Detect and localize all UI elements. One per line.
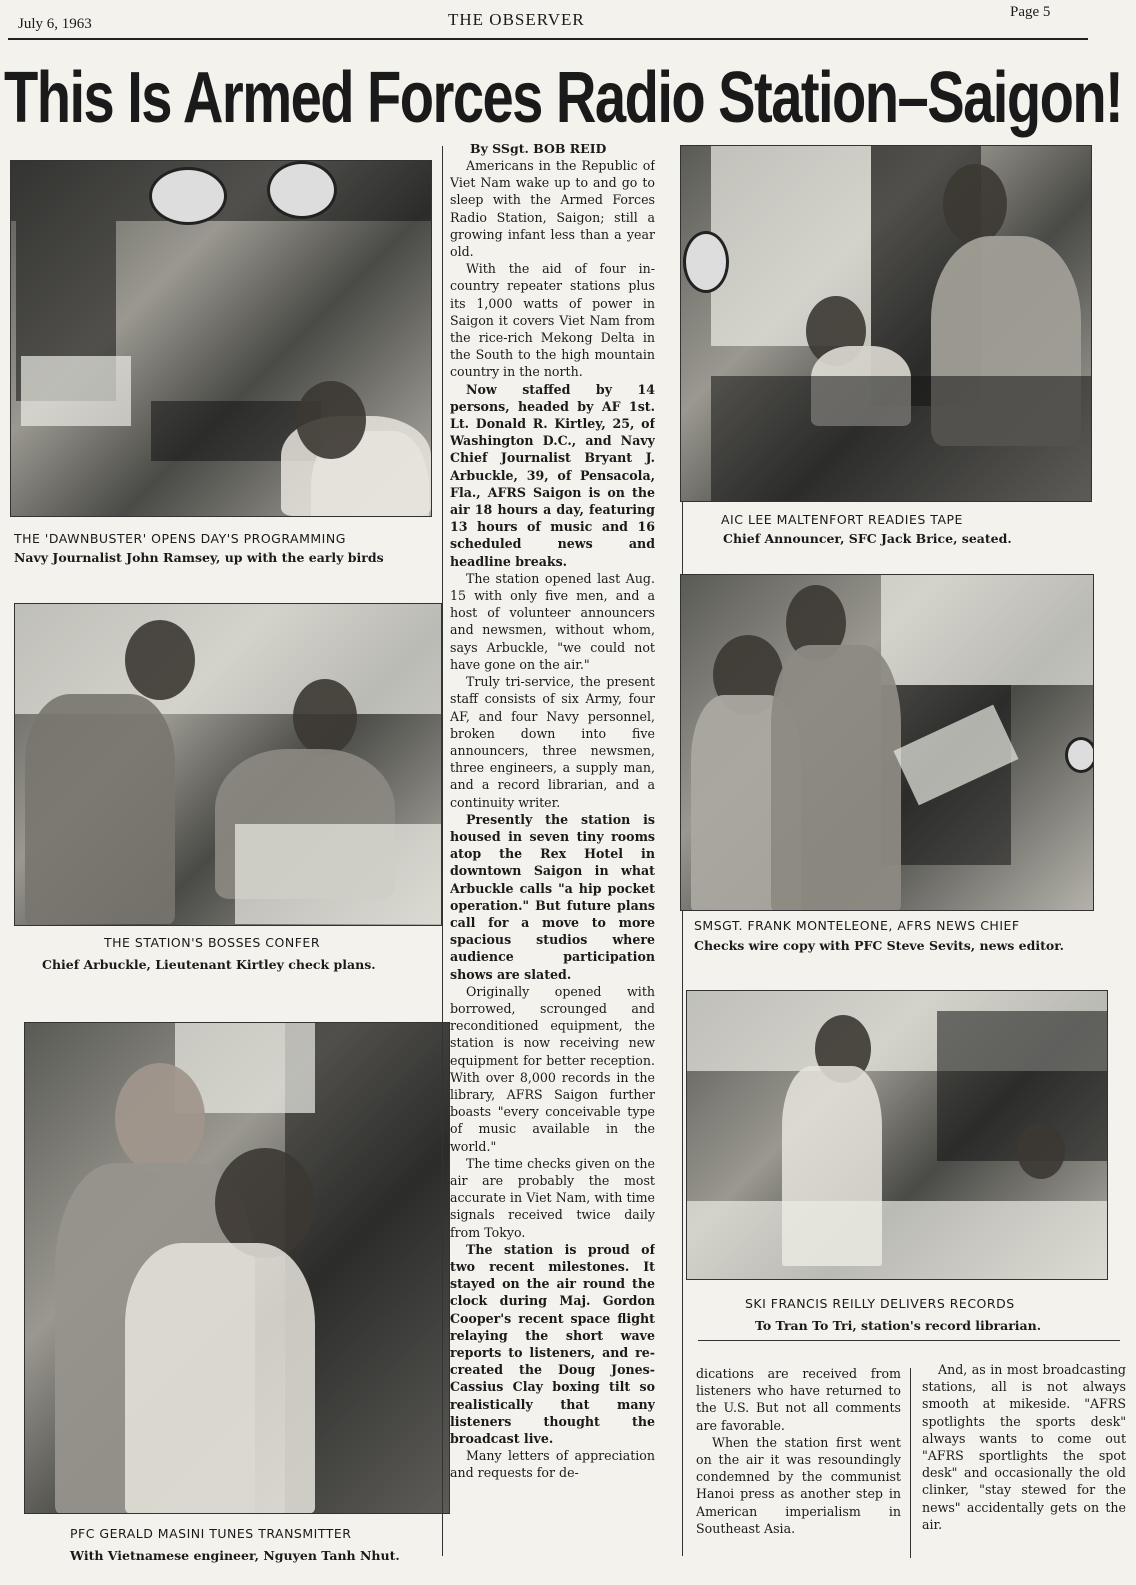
article-paragraph: Many letters of appreciation and requests for de-	[450, 1448, 655, 1481]
article-paragraph: The station is proud of two recent milestones. It stayed on the air round the clock during Maj. Gordon Cooper's recent space flight relaying the short wave reports to listeners, and re-created the Doug Jones-Cassius Clay boxing tilt so realistically that many listeners thought the broadcast live.	[450, 1241, 655, 1447]
article-paragraph: The time checks given on the air are probably the most accurate in Viet Nam, with time signals received twice daily from Tokyo.	[450, 1155, 655, 1240]
article-column-1	[450, 157, 655, 1561]
article-paragraph: Originally opened with borrowed, scrounged and reconditioned equipment, the station is now receiving new equipment for better reception. With over 8,000 records in the library, AFRS Saigon further boasts "every conceivable type of music available in the world."	[450, 983, 655, 1154]
caption-sub-3: With Vietnamese engineer, Nguyen Tanh Nhut.	[70, 1548, 400, 1563]
caption-sub-6: To Tran To Tri, station's record librarian.	[755, 1318, 1042, 1333]
article-paragraph: Truly tri-service, the present staff consists of six Army, four AF, and four Navy personnel, broken down into five announcers, three newsmen, three engineers, a supply man, and a record librarian, and a continuity writer.	[450, 674, 655, 810]
caption-title-5: SMSGT. FRANK MONTELEONE, AFRS NEWS CHIEF	[694, 918, 1020, 933]
column-rule-bottom	[910, 1368, 911, 1558]
article-paragraph: dications are received from listeners who have returned to the U.S. But not all comments are favorable.	[696, 1366, 901, 1433]
caption-sub-4: Chief Announcer, SFC Jack Brice, seated.	[723, 531, 1012, 546]
caption-title-1: THE 'DAWNBUSTER' OPENS DAY'S PROGRAMMING	[14, 531, 346, 546]
photo-masini-transmitter	[24, 1022, 450, 1514]
caption-sub-5: Checks wire copy with PFC Steve Sevits, news editor.	[694, 938, 1065, 953]
article-paragraph: When the station first went on the air it was resoundingly condemned by the communist Hanoi press as another step in American imperialism in Southeast Asia.	[696, 1434, 901, 1536]
column-rule-left	[442, 146, 443, 1556]
article-paragraph: And, as in most broadcasting stations, all is not always smooth at mikeside. "AFRS spotlights the sports desk" always wants to come out "AFRS sportlights the spot desk" and occasionally the old clinker, "stay stewed for the news" accidentally gets on the air.	[922, 1362, 1126, 1532]
page-number: Page 5	[1010, 4, 1051, 20]
article-column-2	[696, 1365, 901, 1565]
caption-title-4: AIC LEE MALTENFORT READIES TAPE	[721, 512, 963, 527]
caption-title-6: SKI FRANCIS REILLY DELIVERS RECORDS	[745, 1296, 1015, 1311]
photo-monteleone-wire	[680, 574, 1094, 911]
photo-maltenfort-tape	[680, 145, 1092, 502]
caption-title-2: THE STATION'S BOSSES CONFER	[104, 935, 321, 950]
article-column-3	[922, 1361, 1126, 1566]
photo-reilly-records	[686, 990, 1108, 1280]
article-paragraph: Now staffed by 14 persons, headed by AF 1st. Lt. Donald R. Kirtley, 25, of Washington D.C., and Navy Chief Journalist Bryant J. Arbuckle, 39, of Pensacola, Fla., AFRS Saigon is on the air 18 hours a day, featuring 13 hours of music and 16 scheduled news and headline breaks.	[450, 381, 655, 569]
headline: This Is Armed Forces Radio Station–Saigon!	[4, 58, 1123, 138]
caption-sub-2: Chief Arbuckle, Lieutenant Kirtley check plans.	[42, 957, 376, 972]
article-paragraph: Americans in the Republic of Viet Nam wake up to and go to sleep with the Armed Forces Radio Station, Saigon; still a growing infant less than a year old.	[450, 158, 655, 260]
article-paragraph: Presently the station is housed in seven tiny rooms atop the Rex Hotel in downtown Saigon in what Arbuckle calls "a hip pocket operation." But future plans call for a move to more spacious studios where audience participation shows are slated.	[450, 811, 655, 982]
photo-dawnbuster	[10, 160, 432, 517]
issue-date: July 6, 1963	[18, 16, 92, 32]
article-paragraph: With the aid of four in-country repeater stations plus its 1,000 watts of power in Saigon it covers Viet Nam from the rice-rich Mekong Delta in the South to the high mountain country in the north.	[450, 261, 655, 380]
photo-bosses-confer	[14, 603, 442, 926]
caption-title-3: PFC GERALD MASINI TUNES TRANSMITTER	[70, 1526, 352, 1541]
newspaper-name: THE OBSERVER	[448, 10, 585, 29]
continuation-rule	[698, 1340, 1120, 1341]
masthead-rule	[8, 38, 1088, 40]
byline: By SSgt. BOB REID	[470, 141, 607, 156]
caption-sub-1: Navy Journalist John Ramsey, up with the early birds	[14, 550, 384, 565]
article-paragraph: The station opened last Aug. 15 with only five men, and a host of volunteer announcers and newsmen, without whom, says Arbuckle, "we could not have gone on the air."	[450, 570, 655, 672]
